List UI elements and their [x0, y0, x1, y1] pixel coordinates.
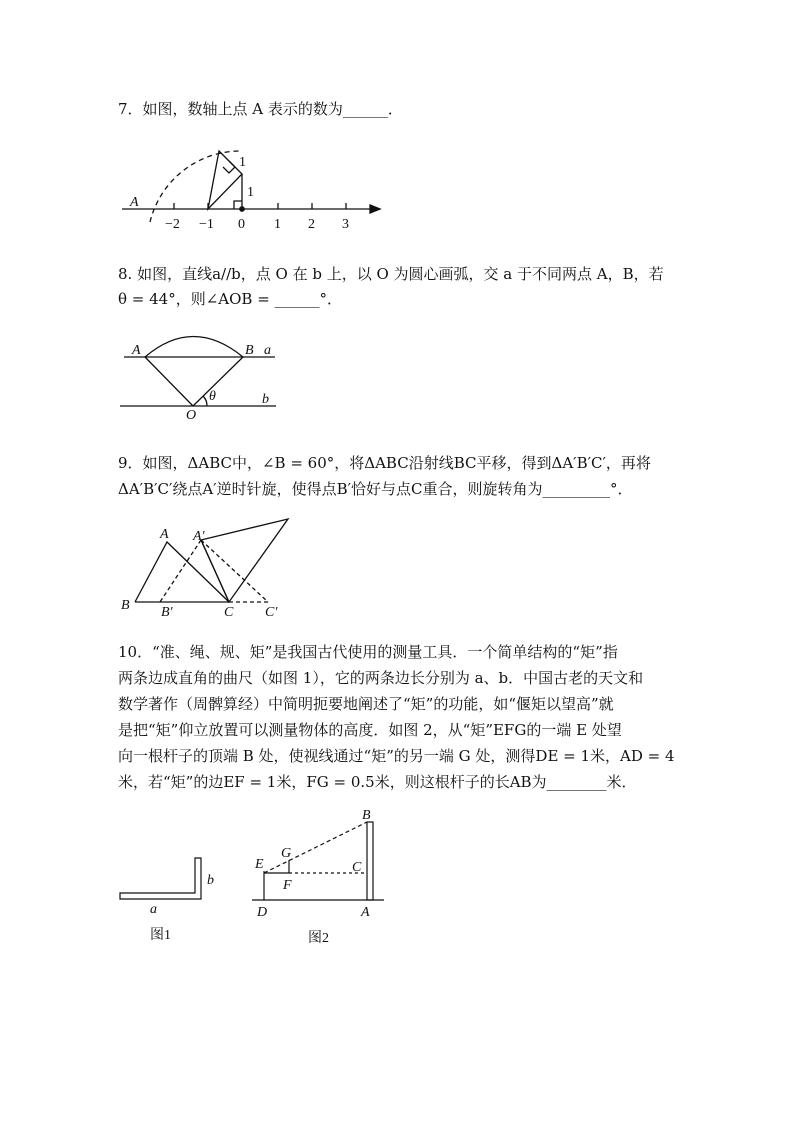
triangle [208, 151, 242, 209]
axis-arrow-icon [370, 205, 380, 213]
label-C-prime: C′ [265, 605, 278, 620]
q10-figure2 [252, 822, 384, 900]
q8-labels [131, 343, 271, 423]
label-B: B [362, 808, 371, 823]
q10-line4: 是把“矩”仰立放置可以测量物体的高度．如图 2，从“矩”EFG的一端 E 处望 [118, 721, 622, 739]
tick-label--1: −1 [199, 217, 214, 232]
right-angle-mark-2 [223, 161, 235, 173]
label-C: C [352, 860, 362, 875]
label-O: O [186, 408, 197, 423]
carpenter-square [120, 858, 201, 899]
label-A: A [361, 905, 370, 920]
dashed-arc [150, 151, 242, 222]
label-A: A [130, 195, 139, 210]
tick-marks [174, 203, 346, 209]
pole-AB [367, 822, 373, 900]
q10-line5: 向一根杆子的顶端 B 处，使视线通过“矩”的另一端 G 处，测得DE = 1米，AD = 4 [118, 747, 675, 765]
tick-label-3: 3 [342, 217, 349, 232]
q10-line2: 两条边成直角的曲尺（如图 1），它的两条边长分别为 a、b．中国古老的天文和 [118, 669, 644, 687]
label-b: b [262, 392, 269, 407]
rotated-triangle [201, 519, 288, 602]
label-B: B [245, 343, 254, 358]
arc-AB [145, 337, 243, 358]
caption-fig2: 图2 [308, 931, 329, 946]
label-D: D [257, 905, 268, 920]
label-B: B [121, 598, 130, 613]
label-a: a [264, 343, 271, 358]
tick-label--2: −2 [165, 217, 180, 232]
tick-label-2: 2 [308, 217, 315, 232]
leg-label-top: 1 [239, 155, 246, 170]
label-C: C [224, 605, 234, 620]
segment-A1C1-dashed [201, 540, 268, 602]
tick-label-1: 1 [274, 217, 281, 232]
q9-line1: 9．如图，ΔABC中，∠B = 60°，将ΔABC沿射线BC平移，得到ΔA′B′C′，再将 [118, 454, 651, 472]
segment-OB [193, 357, 243, 406]
q10-fig1-labels [150, 873, 214, 943]
tick-label-0: 0 [238, 217, 245, 232]
label-B-prime: B′ [161, 605, 173, 620]
label-a: a [150, 902, 157, 917]
angle-theta-arc [203, 396, 207, 406]
q9-line2: ΔA′B′C′绕点A′逆时针旋，使得点B′恰好与点C重合，则旋转角为_________°． [118, 480, 633, 498]
q10-line6: 米，若“矩”的边EF = 1米，FG = 0.5米，则这根杆子的长AB为________米． [118, 773, 637, 791]
caption-fig1: 图1 [150, 928, 171, 943]
q7-text: 7．如图，数轴上点 A 表示的数为______． [118, 100, 403, 118]
q8-line2: θ = 44°，则∠AOB = ______°． [118, 290, 343, 308]
leg-label-side: 1 [247, 185, 254, 200]
q10-figure1 [120, 858, 201, 899]
q8-line1: 8. 如图，直线a//b，点 O 在 b 上，以 O 为圆心画弧，交 a 于不同两点 A，B，若 [118, 265, 664, 283]
segment-OA [145, 357, 193, 406]
q10-line3: 数学著作（周髀算经）中简明扼要地阐述了“矩”的功能，如“偃矩以望高”就 [118, 695, 614, 713]
label-E: E [255, 857, 264, 872]
label-A-prime: A′ [193, 529, 205, 544]
label-b: b [207, 873, 214, 888]
segment-A1B1-dashed [160, 540, 201, 602]
label-A: A [132, 343, 141, 358]
label-F: F [283, 878, 292, 893]
q9-figure [135, 519, 288, 602]
label-G: G [281, 846, 292, 861]
label-A: A [160, 527, 169, 542]
q10-line1: 10．“准、绳、规、矩”是我国古代使用的测量工具．一个简单结构的“矩”指 [118, 643, 618, 661]
label-theta: θ [209, 389, 216, 404]
